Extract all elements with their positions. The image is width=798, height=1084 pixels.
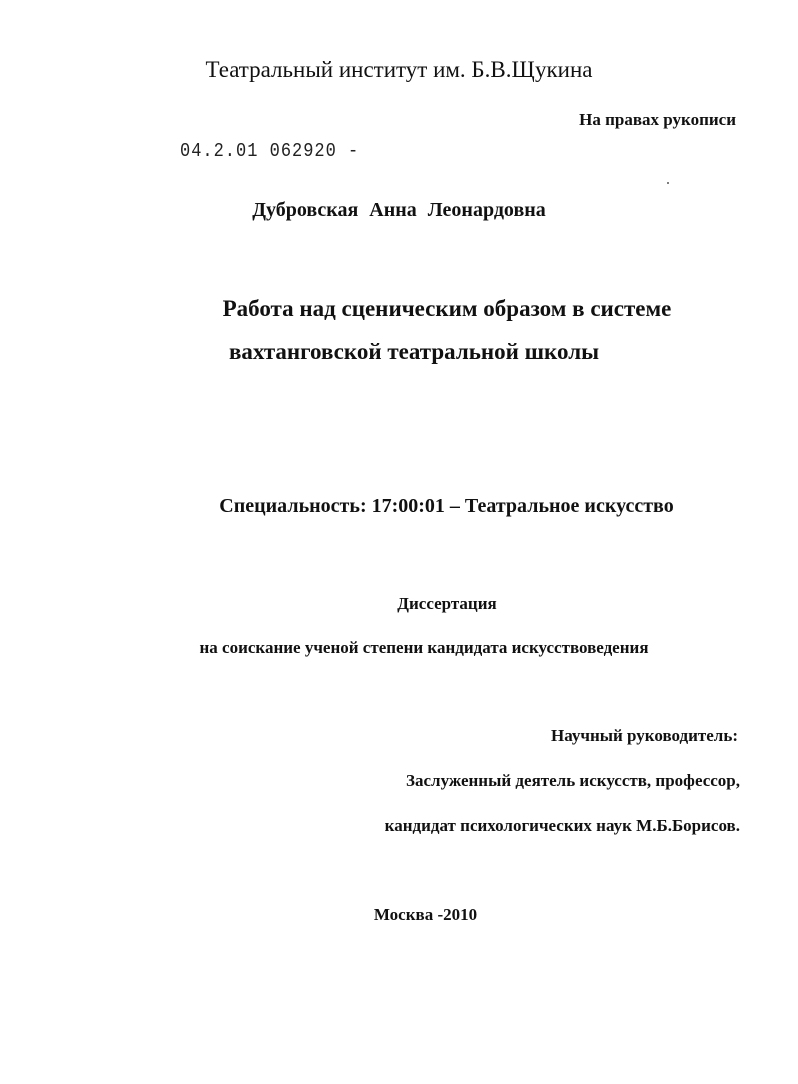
supervisor-name: кандидат психологических наук М.Б.Борисов. xyxy=(384,816,740,835)
registry-code: 04.2.01 062920 - xyxy=(180,140,360,163)
thesis-title-line-1: Работа над сценическим образом в системе xyxy=(222,296,672,321)
scan-speck xyxy=(667,182,669,184)
thesis-title-line-2: вахтанговской театральной школы xyxy=(229,339,600,364)
institute-name: Театральный институт им. Б.В.Щукина xyxy=(205,57,593,82)
rights-notice: На правах рукописи xyxy=(579,110,736,129)
supervisor-title: Заслуженный деятель искусств, профессор, xyxy=(406,771,740,790)
supervisor-label: Научный руководитель: xyxy=(551,726,738,745)
degree-statement: на соискание ученой степени кандидата искусствоведения xyxy=(199,638,649,657)
author-name: Дубровская Анна Леонардовна xyxy=(252,199,546,221)
work-type: Диссертация xyxy=(397,594,497,613)
specialty: Специальность: 17:00:01 – Театральное искусство xyxy=(219,495,674,517)
city-year: Москва -2010 xyxy=(373,905,478,924)
